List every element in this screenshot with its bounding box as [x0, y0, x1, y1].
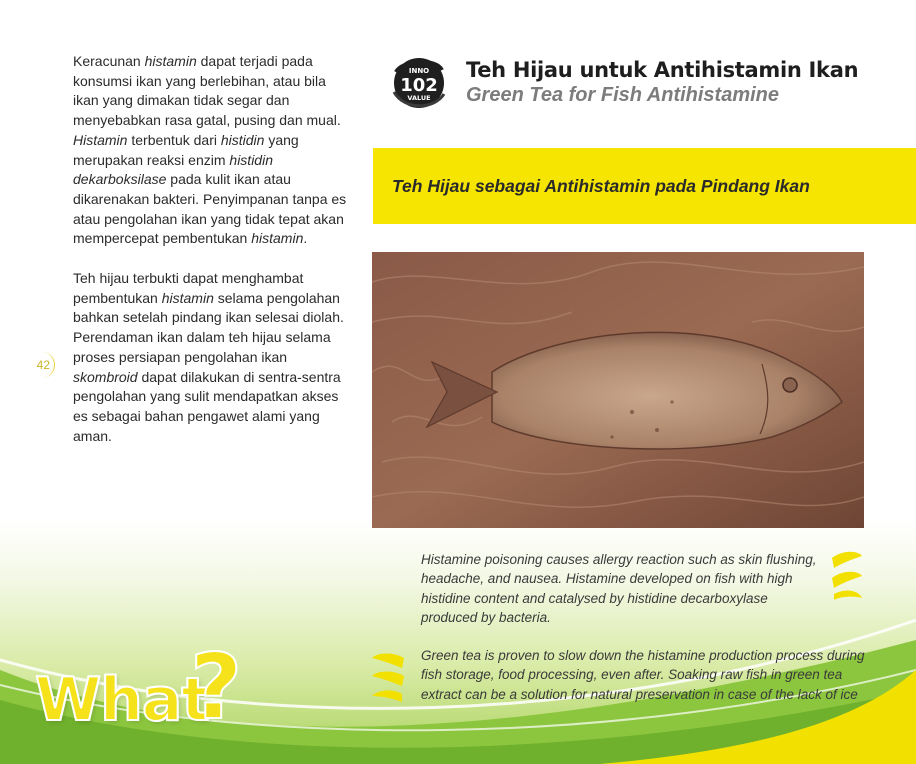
question-mark-glyph: ? [190, 635, 243, 740]
text-run: Teh hijau terbukti dapat menghambat pembentukan [73, 270, 304, 306]
text-run: . [303, 230, 308, 247]
text-run: dapat terjadi pada konsumsi ikan yang berlebihan, atau bila ikan yang dimakan tidak segar dan menyebabkan rasa gatal, pusing dan mual. [73, 53, 341, 129]
caption-english-2: Green tea is proven to slow down the histamine production process during fish storage, food processing, even after. Soaking raw fish in green tea extract can be a solution for natural preservation in case of the lack of ice [421, 648, 865, 702]
text-run: pada kulit ikan atau dikarenakan bakteri. Penyimpanan tanpa es atau pengolahan ikan yang tidak tepat akan mempercepat pembentukan [73, 171, 347, 247]
opening-quote-icon [368, 650, 408, 702]
italic-term: histamin [251, 230, 304, 247]
text-run: selama pengolahan bahkan setelah pindang ikan selesai diolah. Perendaman ikan dalam teh hijau selama proses persiapan pengolahan ikan [73, 289, 344, 365]
caption-english-1: Histamine poisoning causes allergy reaction such as skin flushing, headache, and nausea. Histamine developed on fish with high histidine content and catalysed by histidine decarboxylase produced by bacteria. [421, 552, 817, 625]
italic-term: histamin [161, 289, 214, 306]
svg-text:INNO: INNO [408, 67, 430, 75]
page-number: 42 [30, 352, 55, 378]
section-banner [373, 148, 916, 224]
italic-term: histamin [144, 53, 197, 69]
paragraph-green-tea-inhibition [73, 269, 355, 446]
paragraph-histamine-poisoning [73, 52, 355, 249]
inno-102-value-logo [388, 52, 450, 114]
closing-quote-icon [828, 548, 868, 602]
text-run: yang merupakan reaksi enzim [73, 131, 299, 168]
italic-term: Histamin [73, 131, 128, 148]
banner-text: Teh Hijau sebagai Antihistamin pada Pindang Ikan [392, 175, 810, 196]
page-title: Teh Hijau untuk Antihistamin Ikan [466, 58, 859, 82]
italic-term: histidin [220, 131, 265, 148]
text-run: terbentuk dari [127, 131, 221, 148]
italic-term: histidin dekarboksilase [73, 151, 273, 188]
text-run: Keracunan [73, 53, 145, 69]
what-heading: What [35, 665, 210, 735]
svg-text:VALUE: VALUE [407, 94, 431, 102]
fish-photo [372, 252, 864, 528]
title-block [466, 57, 858, 107]
text-run: dapat dilakukan di sentra-sentra pengolahan yang sulit mendapatkan akses es sebagai bahan pengawet alami yang aman. [73, 368, 341, 444]
page-subtitle-english: Green Tea for Fish Antihistamine [466, 84, 780, 106]
body-text-indonesian [73, 52, 355, 446]
italic-term: skombroid [73, 368, 138, 385]
svg-text:102: 102 [400, 75, 438, 96]
